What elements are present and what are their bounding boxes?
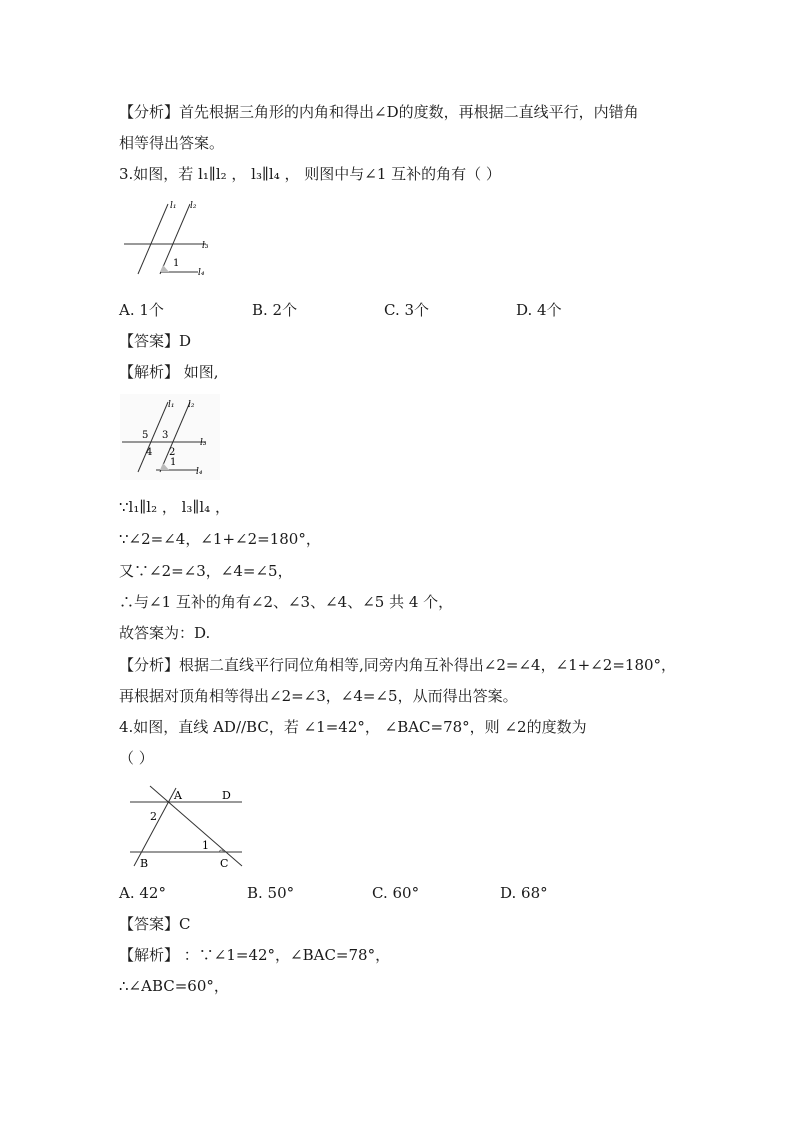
step-2: ∵∠2=∠4，∠1+∠2=180°， <box>119 530 321 548</box>
figure-label-angle-3: 3 <box>162 430 169 441</box>
step-1: ∵l₁∥l₂ ， l₃∥l₄ ， <box>119 498 230 516</box>
step-5: 故答案为：D. <box>119 624 211 642</box>
question-4-answer: 【答案】C <box>119 915 191 933</box>
question-3-analysis-1: 【分析】根据二直线平行同位角相等,同旁内角互补得出∠2=∠4，∠1+∠2=180°， <box>119 656 677 674</box>
figure-label-l3: l₃ <box>202 241 209 251</box>
option-d[interactable]: D. 68° <box>500 884 548 902</box>
figure-label-l3: l₃ <box>200 438 207 448</box>
question-4-figure <box>124 780 254 870</box>
option-c[interactable]: C. 3个 <box>384 301 430 319</box>
figure-label-angle-1: 1 <box>173 258 180 269</box>
question-3-explain: 【解析】 如图, <box>119 363 219 381</box>
question-4-stem: 4.如图，直线 AD//BC，若 ∠1=42°， ∠BAC=78°，则 ∠2的度数为 <box>119 718 587 736</box>
figure-label-l2: l₂ <box>190 201 197 211</box>
figure-label-angle-2: 2 <box>150 810 157 823</box>
figure-label-angle-1: 1 <box>202 839 209 852</box>
question-4-paren: （ ） <box>119 749 154 767</box>
figure-label-l4: l₄ <box>196 467 203 477</box>
question-4-step-1: ∴∠ABC=60°， <box>119 977 229 995</box>
option-a[interactable]: A. 42° <box>119 884 166 902</box>
question-4-explain: 【解析】 ：∵∠1=42°，∠BAC=78°， <box>119 946 391 964</box>
figure-label-l2: l₂ <box>188 400 195 410</box>
figure-label-angle-1: 1 <box>170 457 177 468</box>
question-3-answer: 【答案】D <box>119 332 192 350</box>
question-3-figure <box>120 196 220 282</box>
option-b[interactable]: B. 2个 <box>252 301 298 319</box>
option-b[interactable]: B. 50° <box>247 884 295 902</box>
point-label-a: A <box>174 789 182 802</box>
figure-label-l1: l₁ <box>168 400 175 410</box>
figure-label-l1: l₁ <box>170 201 177 211</box>
step-4: ∴与∠1 互补的角有∠2、∠3、∠4、∠5 共 4 个， <box>119 593 454 611</box>
question-3-explain-figure <box>120 394 220 480</box>
question-3-analysis-2: 再根据对顶角相等得出∠2=∠3，∠4=∠5，从而得出答案。 <box>119 687 518 705</box>
point-label-b: B <box>140 857 149 870</box>
option-c[interactable]: C. 60° <box>372 884 420 902</box>
question-3-stem: 3.如图，若 l₁∥l₂ ， l₃∥l₄ ， 则图中与∠1 互补的角有（ ） <box>119 165 501 183</box>
option-d[interactable]: D. 4个 <box>516 301 562 319</box>
figure-label-angle-4: 4 <box>146 447 153 458</box>
analysis-line-1: 【分析】首先根据三角形的内角和得出∠D的度数，再根据二直线平行，内错角 <box>119 103 639 121</box>
point-label-d: D <box>222 789 231 802</box>
point-label-c: C <box>220 857 229 870</box>
analysis-line-2: 相等得出答案。 <box>119 134 225 152</box>
figure-label-l4: l₄ <box>198 268 205 278</box>
figure-label-angle-5: 5 <box>142 430 149 441</box>
figure-label-angle-2: 2 <box>169 447 176 458</box>
step-3: 又∵∠2=∠3，∠4=∠5， <box>119 562 293 580</box>
option-a[interactable]: A. 1个 <box>119 301 164 319</box>
